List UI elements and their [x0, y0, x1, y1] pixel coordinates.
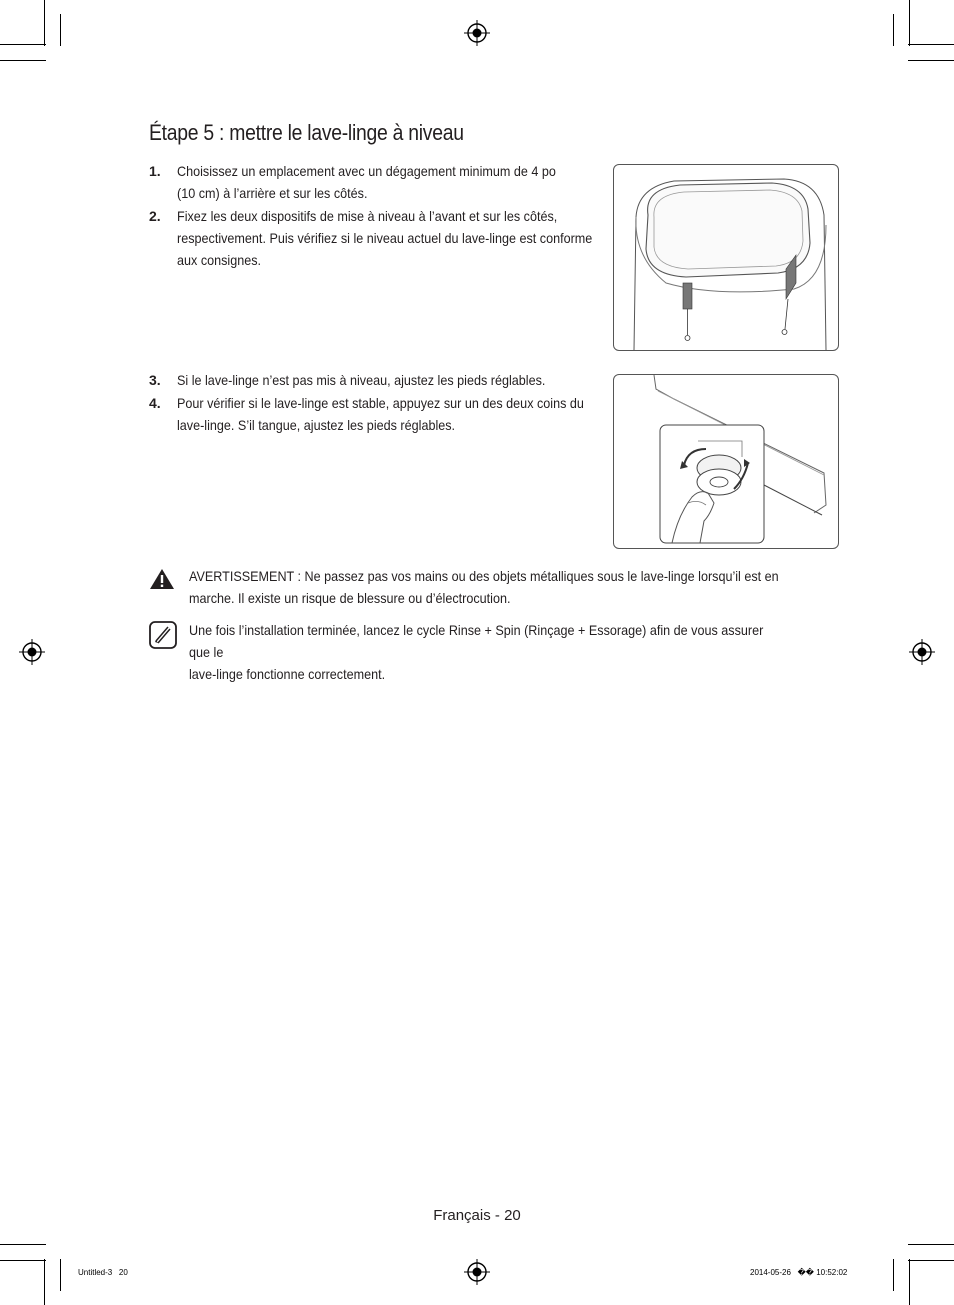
note-text-line-2: lave-linge fonctionne correctement.	[189, 666, 386, 682]
crop-mark	[44, 1259, 45, 1305]
page-number: Français - 20	[433, 1207, 521, 1224]
crop-mark	[44, 0, 45, 46]
step-text: Si le lave-linge n’est pas mis à niveau, ajustez les pieds réglables.	[177, 372, 546, 388]
adjustable-foot-illustration	[614, 375, 838, 548]
crop-mark	[893, 1259, 894, 1291]
warning-triangle-icon	[149, 567, 175, 591]
adjust-feet-figure	[613, 374, 839, 549]
registration-mark-icon	[464, 1259, 490, 1285]
page-title: Étape 5 : mettre le lave-linge à niveau	[149, 120, 464, 145]
crop-mark	[0, 44, 46, 45]
registration-mark-icon	[909, 639, 935, 665]
crop-mark	[60, 14, 61, 46]
steps-group-1	[149, 160, 609, 272]
crop-mark	[0, 1244, 46, 1245]
crop-mark	[893, 14, 894, 46]
warning-text	[189, 565, 783, 609]
step-3	[149, 369, 609, 391]
warning-text-line-1: : Ne passez pas vos mains ou des objets métalliques sous le lave-linge lorsqu’il est en	[294, 568, 779, 584]
registration-mark-icon	[19, 639, 45, 665]
warning-text-line-2: marche. Il existe un risque de blessure ou d’électrocution.	[189, 590, 511, 606]
note-text-line-1: Une fois l’installation terminée, lancez le cycle Rinse + Spin (Rinçage + Essorage) afin de vous assurer que le	[189, 622, 764, 660]
step-text: lave-linge. S’il tangue, ajustez les pieds réglables.	[177, 417, 456, 433]
print-slug-right: 2014-05-26 �� 10:52:02	[750, 1268, 848, 1277]
washer-top-illustration	[614, 165, 838, 350]
crop-mark	[60, 1259, 61, 1291]
crop-mark	[908, 1244, 954, 1245]
step-text: Fixez les deux dispositifs de mise à niveau à l’avant et sur les côtés,	[177, 208, 558, 224]
crop-mark	[909, 0, 910, 46]
step-number: 3.	[149, 372, 161, 388]
crop-mark	[0, 60, 46, 61]
step-text: Pour vérifier si le lave-linge est stable, appuyez sur un des deux coins du	[177, 395, 584, 411]
step-number: 4.	[149, 395, 161, 411]
step-number: 1.	[149, 163, 161, 179]
step-number: 2.	[149, 208, 161, 224]
crop-mark	[908, 44, 954, 45]
step-text: aux consignes.	[177, 252, 262, 268]
crop-mark	[908, 1260, 954, 1261]
washer-leveling-figure	[613, 164, 839, 351]
step-4	[149, 392, 609, 436]
step-text: Choisissez un emplacement avec un dégagement minimum de 4 po	[177, 163, 556, 179]
step-2	[149, 205, 609, 271]
warning-label: AVERTISSEMENT	[189, 568, 295, 584]
registration-mark-icon	[464, 20, 490, 46]
crop-mark	[908, 60, 954, 61]
step-1	[149, 160, 609, 204]
crop-mark	[909, 1259, 910, 1305]
steps-group-2	[149, 369, 609, 437]
note-pencil-icon	[149, 621, 177, 649]
print-slug-left: Untitled-3 20	[78, 1268, 128, 1277]
note-text	[189, 619, 783, 685]
step-text: respectivement. Puis vérifiez si le niveau actuel du lave-linge est conforme	[177, 230, 593, 246]
crop-mark	[0, 1260, 46, 1261]
step-text: (10 cm) à l’arrière et sur les côtés.	[177, 185, 368, 201]
